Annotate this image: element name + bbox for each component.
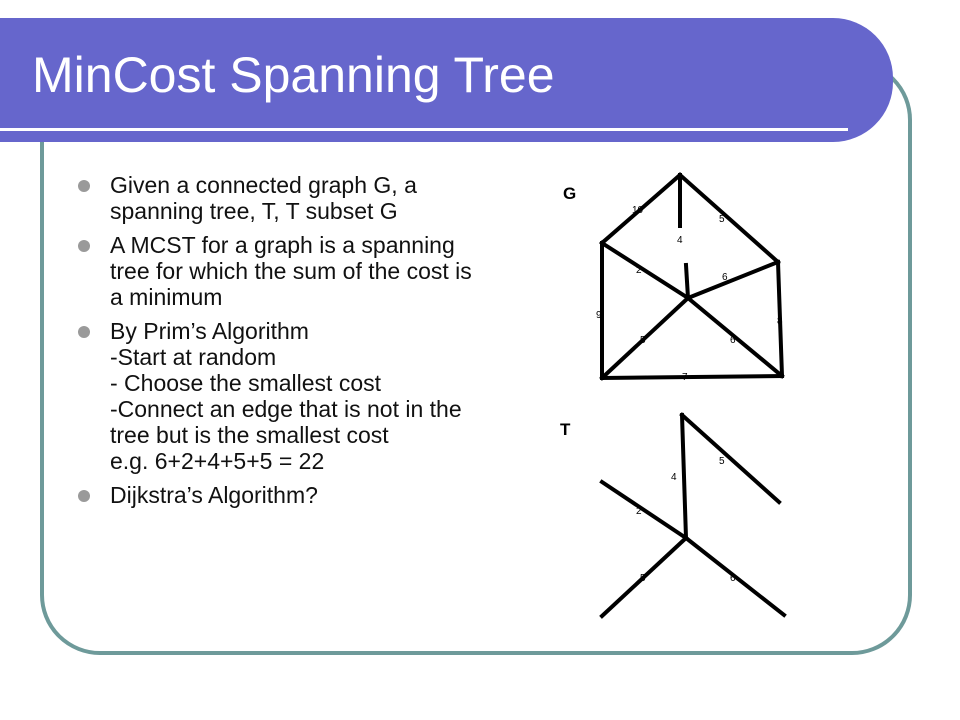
edge-weight-label: 5	[640, 573, 646, 584]
graph-g	[602, 175, 782, 378]
edge-g-mid-center	[686, 265, 688, 298]
edge-weight-label: 2	[636, 265, 642, 276]
edge-weight-label: 6	[722, 272, 728, 283]
graph-t-label: T	[560, 420, 571, 439]
edge-g-top-right	[680, 175, 778, 262]
edge-weight-label: 5	[719, 456, 725, 467]
graph-g-label: G	[563, 184, 577, 203]
bullet-text: Given a connected graph G, a spanning tree, T, T subset G	[110, 172, 417, 224]
edge-weight-label: 9	[596, 310, 602, 321]
edge-weight-label: 2	[636, 506, 642, 517]
edge-weight-label: 4	[671, 472, 677, 483]
graph-t	[602, 415, 784, 616]
edge-weight-label: 6	[730, 335, 736, 346]
edge-weight-label: 8	[777, 316, 783, 327]
edge-weight-label: 10	[632, 205, 644, 216]
edge-g-center-right	[688, 262, 778, 298]
edge-weight-label: 5	[719, 214, 725, 225]
bullet-text: Dijkstra’s Algorithm?	[110, 482, 318, 508]
bullet-text: By Prim’s Algorithm -Start at random - Choose the smallest cost -Connect an edge that is not in the tree but is the smallest cost e.g. 6+2+4+5+5 = 22	[110, 318, 462, 474]
edge-t-vertical	[682, 415, 686, 538]
edge-g-bottom	[602, 376, 782, 378]
edge-weight-label: 7	[682, 372, 688, 383]
slide-title: MinCost Spanning Tree	[32, 47, 555, 103]
edge-t-right	[682, 415, 779, 502]
bullet-text: A MCST for a graph is a spanning tree for which the sum of the cost is a minimum	[110, 232, 472, 310]
edge-weight-label: 4	[677, 235, 683, 246]
edge-weight-label: 5	[640, 335, 646, 346]
edge-weight-label: 6	[730, 573, 736, 584]
edge-t-left	[602, 482, 686, 538]
edge-g-left-center	[602, 243, 688, 298]
